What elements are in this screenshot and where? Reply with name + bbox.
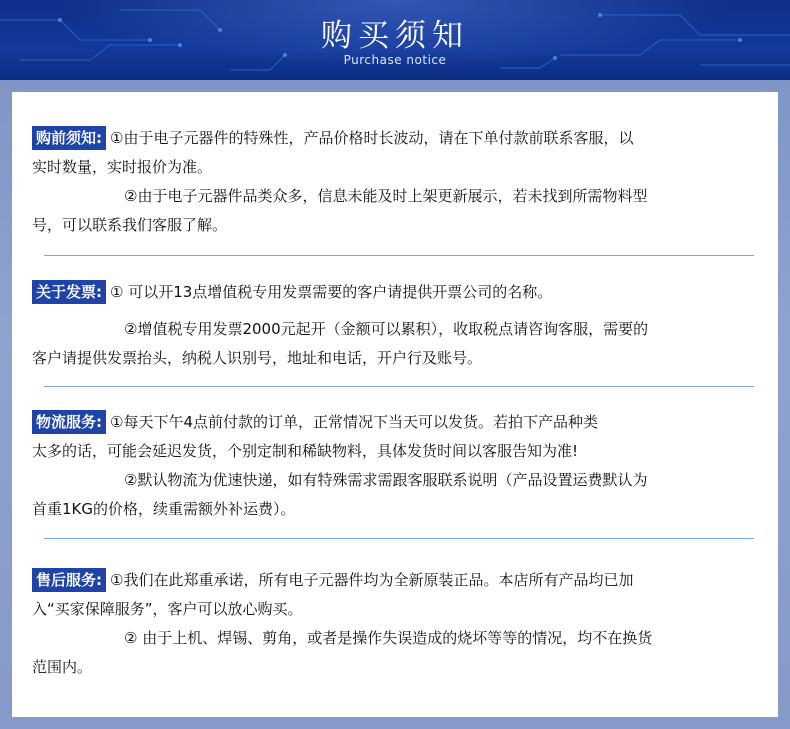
section-line: 太多的话，可能会延迟发货，个别定制和稀缺物料，具体发货时间以客服告知为准! (32, 442, 579, 460)
section-divider (44, 386, 754, 387)
section-line: 首重1KG的价格，续重需额外补运费）。 (32, 500, 296, 518)
section-line: ②增值税专用发票2000元起开（金额可以累积），收取税点请咨询客服，需要的 (124, 320, 649, 338)
section-divider (44, 538, 754, 539)
section-invoice (32, 278, 762, 373)
section-text: ①我们在此郑重承诺，所有电子元器件均为全新原装正品。本店所有产品均已加 (110, 571, 634, 589)
section-pre-purchase (32, 124, 762, 240)
section-line: ②默认物流为优速快递，如有特殊需求需跟客服联系说明（产品设置运费默认为 (124, 471, 648, 489)
page-title: 购买须知 (321, 18, 469, 54)
section-after-sales (32, 566, 762, 682)
section-line: ②由于电子元器件品类众多，信息未能及时上架更新展示，若未找到所需物料型 (124, 187, 648, 205)
section-divider (44, 255, 754, 256)
section-tag: 关于发票: (32, 280, 106, 304)
section-line (32, 124, 762, 153)
section-line (32, 566, 762, 595)
section-text: ①每天下午4点前付款的订单，正常情况下当天可以发货。若拍下产品种类 (110, 413, 598, 431)
section-line: ② 由于上机、焊锡、剪角，或者是操作失误造成的烧坏等等的情况，均不在换货 (124, 629, 653, 647)
section-line (32, 408, 762, 437)
page-subtitle: Purchase notice (343, 53, 447, 67)
section-line: 号，可以联系我们客服了解。 (32, 216, 228, 234)
section-tag: 物流服务: (32, 410, 106, 434)
section-line: 入“买家保障服务”，客户可以放心购买。 (32, 600, 303, 618)
section-line: 客户请提供发票抬头，纳税人识别号，地址和电话，开户行及账号。 (32, 349, 483, 367)
section-logistics (32, 408, 762, 524)
section-text: ①由于电子元器件的特殊性，产品价格时长波动，请在下单付款前联系客服，以 (110, 129, 634, 147)
section-text: ① 可以开13点增值税专用发票需要的客户请提供开票公司的名称。 (110, 283, 553, 301)
section-line: 实时数量，实时报价为准。 (32, 158, 213, 176)
header-banner (0, 0, 790, 80)
section-line: 范围内。 (32, 658, 93, 676)
section-tag: 售后服务: (32, 568, 106, 592)
section-line (32, 278, 762, 307)
section-tag: 购前须知: (32, 126, 106, 150)
notice-panel (12, 92, 778, 717)
